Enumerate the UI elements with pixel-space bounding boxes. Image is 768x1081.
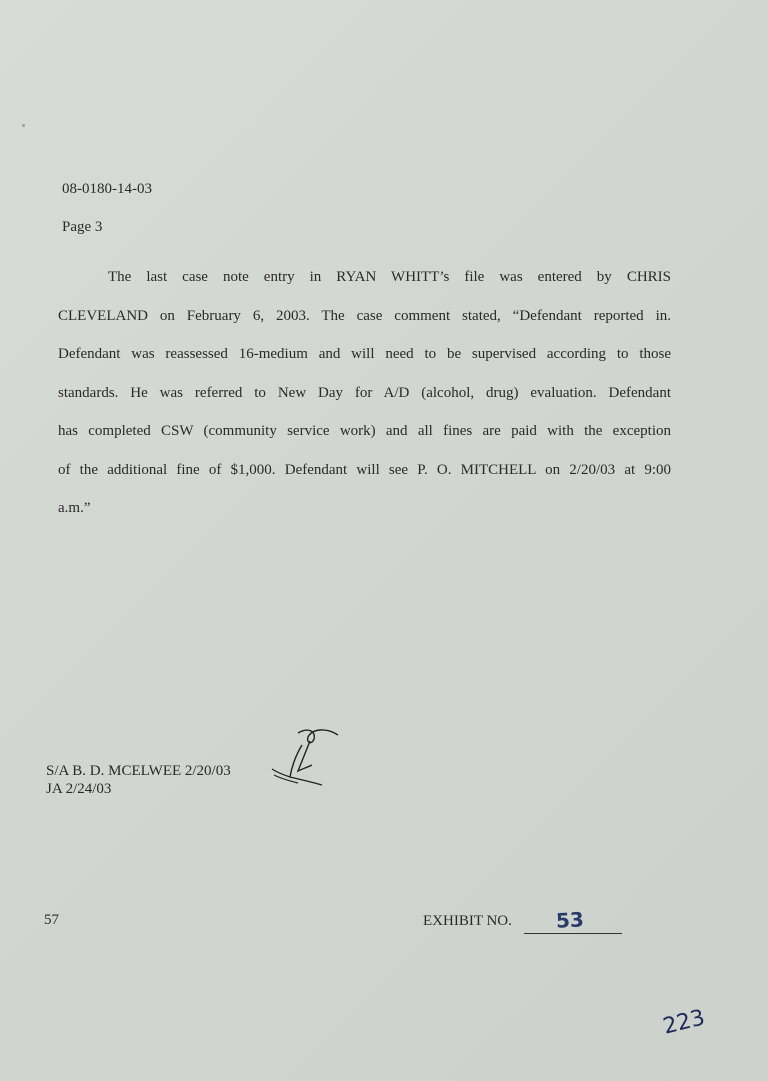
agent-signature-line: S/A B. D. MCELWEE 2/20/03 <box>46 763 231 779</box>
page-label: Page 3 <box>62 219 103 235</box>
exhibit-number-handwritten: 53 <box>555 907 585 933</box>
page-number: 57 <box>44 912 59 928</box>
exhibit-label: EXHIBIT NO. <box>423 913 512 929</box>
paragraph-line-7: a.m.” <box>58 500 91 516</box>
handwritten-page-number: 223 <box>660 1005 708 1040</box>
paragraph-line-6: of the additional fine of $1,000. Defendant will see P. O. MITCHELL on 2/20/03 at 9:00 <box>58 461 671 478</box>
handwritten-initials <box>268 725 343 790</box>
case-number: 08-0180-14-03 <box>62 181 152 197</box>
paragraph-line-2: CLEVELAND on February 6, 2003. The case comment stated, “Defendant reported in. <box>58 307 671 324</box>
paragraph-line-5: has completed CSW (community service work) and all fines are paid with the exception <box>58 423 671 439</box>
case-note-paragraph <box>58 258 671 528</box>
paper-speck <box>22 124 25 127</box>
exhibit-underline <box>524 933 622 934</box>
paragraph-line-4: standards. He was referred to New Day for A/D (alcohol, drug) evaluation. Defendant <box>58 384 671 401</box>
ja-line: JA 2/24/03 <box>46 781 112 797</box>
paragraph-line-3: Defendant was reassessed 16-medium and will need to be supervised according to those <box>58 346 671 362</box>
paragraph-line-1: The last case note entry in RYAN WHITT’s file was entered by CHRIS <box>108 269 671 285</box>
